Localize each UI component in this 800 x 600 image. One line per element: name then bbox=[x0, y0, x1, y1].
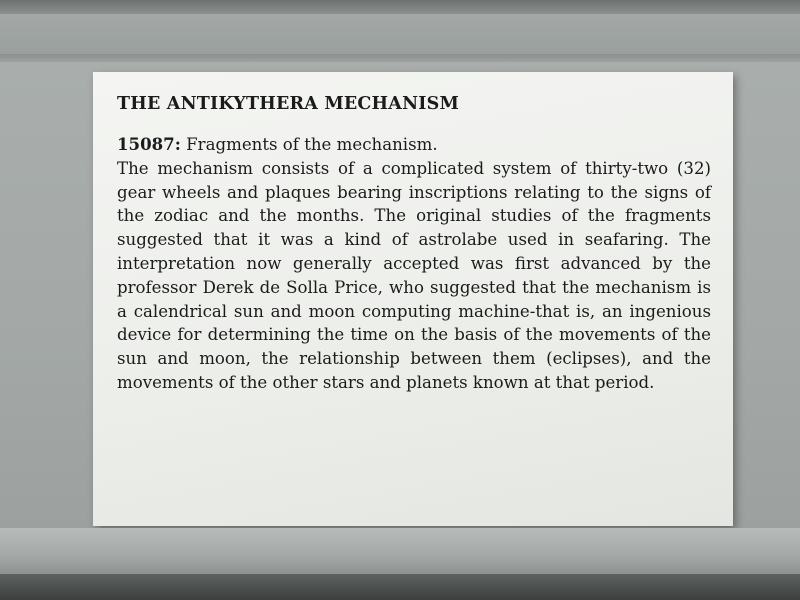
catalog-entry bbox=[117, 133, 711, 157]
exhibit-title: THE ANTIKYTHERA MECHANISM bbox=[117, 94, 460, 114]
shelf-shadow bbox=[0, 574, 800, 600]
catalog-caption: Fragments of the mechanism. bbox=[180, 135, 438, 154]
case-frame-top bbox=[0, 0, 800, 14]
display-shelf bbox=[0, 528, 800, 574]
case-back-wall-upper bbox=[0, 14, 800, 54]
exhibit-description: The mechanism consists of a complicated system of thirty-two (32) gear wheels and plaques bearing inscriptions relating to the signs of the zodiac and the months. The original studies of the fragments suggested that it was a kind of astrolabe used in seafaring. The interpretation now generally accepted was first advanced by the professor Derek de Solla Price, who suggested that the mechanism is a calendrical sun and moon computing machine-that is, an ingenious device for determining the time on the basis of the movements of the sun and moon, the relationship between them (eclipses), and the movements of the other stars and planets known at that period. bbox=[117, 158, 711, 392]
exhibit-description-block bbox=[117, 133, 711, 395]
catalog-number: 15087: bbox=[117, 134, 181, 154]
case-ledge bbox=[0, 54, 800, 62]
exhibit-label-card bbox=[93, 72, 733, 526]
